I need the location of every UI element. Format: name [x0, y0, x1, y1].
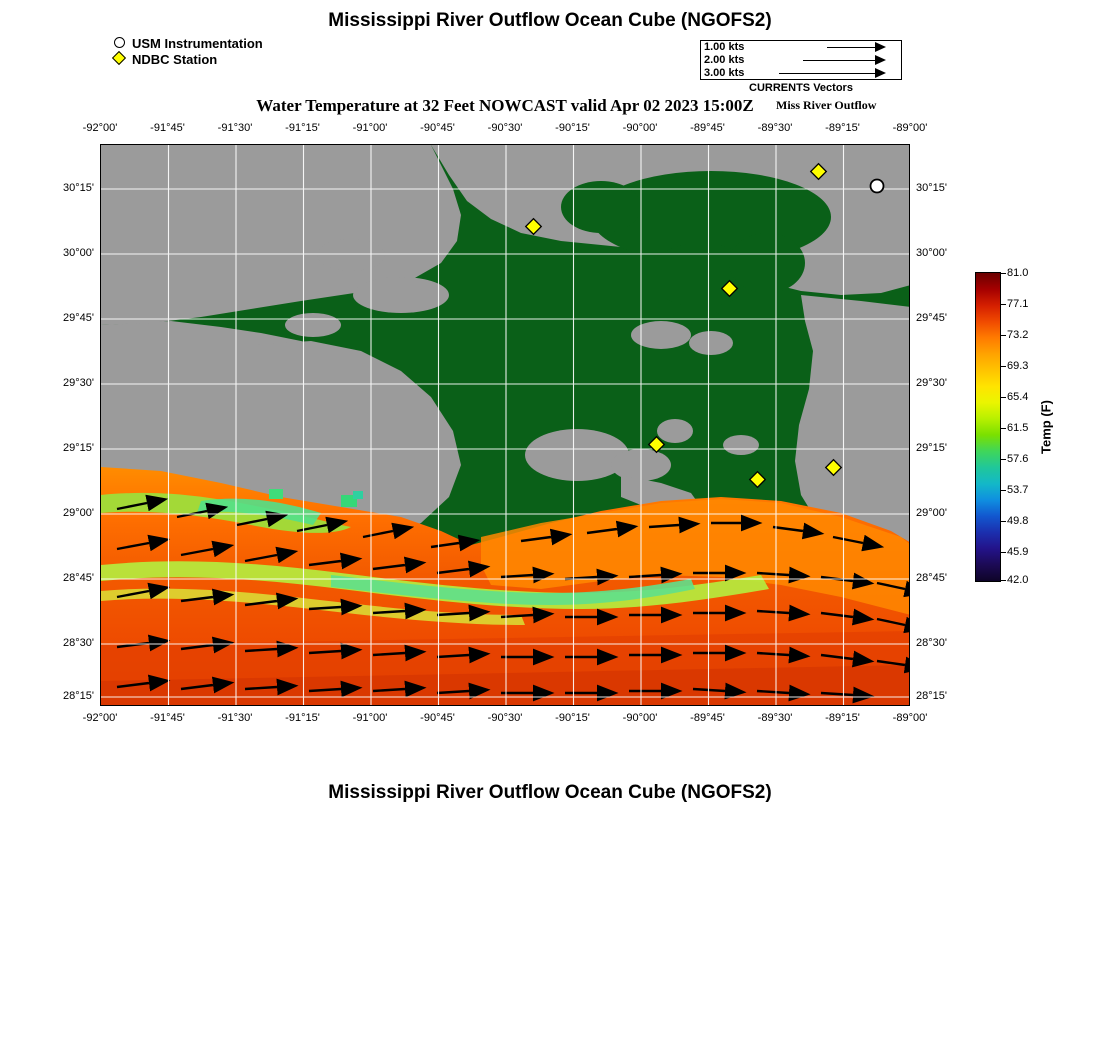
lon-tick-bottom-9: -89°45' [690, 712, 725, 724]
page-title: Mississippi River Outflow Ocean Cube (NGOFS2) [328, 10, 772, 31]
vector-shaft-2 [803, 60, 875, 61]
footer-title: Mississippi River Outflow Ocean Cube (NGOFS2) [328, 782, 772, 803]
diamond-marker-icon [112, 52, 130, 67]
lat-tick-left-8: 28°15' [63, 690, 94, 702]
colorbar-tick-3: 69.3 [1007, 360, 1029, 372]
legend-item-usm [112, 36, 263, 51]
vector-key-label-1: 1.00 kts [704, 41, 745, 53]
lat-tick-left-6: 28°45' [63, 572, 94, 584]
lon-tick-bottom-4: -91°00' [352, 712, 388, 724]
lat-tick-right-8: 28°15' [916, 690, 947, 702]
colorbar [975, 272, 1001, 582]
lon-tick-bottom-6: -90°30' [487, 712, 523, 724]
lon-tick-bottom-0: -92°00' [82, 712, 118, 724]
lat-tick-left-2: 29°45' [63, 312, 94, 324]
colorbar-axis-label: Temp (F) [1038, 400, 1054, 454]
lat-tick-left-7: 28°30' [63, 637, 94, 649]
lon-tick-top-9: -89°45' [690, 122, 725, 134]
outflow-annotation: Miss River Outflow [776, 98, 877, 112]
legend-item-usm-label: USM Instrumentation [132, 36, 263, 51]
lon-tick-top-7: -90°15' [555, 122, 590, 134]
lat-tick-right-2: 29°45' [916, 312, 947, 324]
chart-subtitle: Water Temperature at 32 Feet NOWCAST valid Apr 02 2023 15:00Z [256, 96, 754, 115]
lon-tick-bottom-8: -90°00' [622, 712, 658, 724]
colorbar-tick-1: 77.1 [1007, 298, 1029, 310]
lat-tick-left-3: 29°30' [63, 377, 94, 389]
lon-tick-bottom-1: -91°45' [150, 712, 185, 724]
lon-tick-top-10: -89°30' [757, 122, 793, 134]
lon-tick-top-2: -91°30' [217, 122, 253, 134]
vector-key-label-2: 2.00 kts [704, 54, 745, 66]
currents-vector-caption: CURRENTS Vectors [749, 82, 853, 94]
lon-tick-top-3: -91°15' [285, 122, 320, 134]
colorbar-tick-5: 61.5 [1007, 422, 1029, 434]
colorbar-tick-8: 49.8 [1007, 515, 1029, 527]
lon-tick-top-4: -91°00' [352, 122, 388, 134]
lat-tick-right-3: 29°30' [916, 377, 947, 389]
lat-tick-right-4: 29°15' [916, 442, 947, 454]
lon-tick-bottom-10: -89°30' [757, 712, 793, 724]
colorbar-tick-6: 57.6 [1007, 453, 1029, 465]
vector-key-label-3: 3.00 kts [704, 67, 745, 79]
lat-tick-right-0: 30°15' [916, 182, 947, 194]
marker-legend [112, 36, 263, 68]
colorbar-tick-10: 42.0 [1007, 574, 1029, 586]
vector-arrowhead-3 [875, 68, 886, 78]
legend-item-ndbc-label: NDBC Station [132, 52, 218, 67]
vector-shaft-1 [827, 47, 875, 48]
colorbar-tick-9: 45.9 [1007, 546, 1029, 558]
legend-item-ndbc [112, 52, 263, 67]
lat-tick-right-6: 28°45' [916, 572, 947, 584]
colorbar-tick-0: 81.0 [1007, 267, 1029, 279]
colorbar-gradient [976, 273, 1000, 581]
map-canvas[interactable] [100, 144, 910, 706]
lat-tick-left-4: 29°15' [63, 442, 94, 454]
vector-key-row-3 [701, 67, 901, 80]
lat-tick-left-5: 29°00' [63, 507, 94, 519]
vector-key-row-2 [701, 54, 901, 67]
lat-tick-left-1: 30°00' [63, 247, 94, 259]
lon-tick-top-0: -92°00' [82, 122, 118, 134]
lon-tick-top-6: -90°30' [487, 122, 523, 134]
colorbar-tick-7: 53.7 [1007, 484, 1029, 496]
vector-shaft-3 [779, 73, 875, 74]
colorbar-tick-2: 73.2 [1007, 329, 1029, 341]
lon-tick-bottom-12: -89°00' [892, 712, 928, 724]
lon-tick-top-1: -91°45' [150, 122, 185, 134]
colorbar-tick-4: 65.4 [1007, 391, 1029, 403]
circle-marker-icon [112, 36, 130, 51]
lat-tick-right-5: 29°00' [916, 507, 947, 519]
lat-tick-left-0: 30°15' [63, 182, 94, 194]
lat-tick-right-1: 30°00' [916, 247, 947, 259]
lon-tick-bottom-11: -89°15' [825, 712, 860, 724]
vector-arrowhead-1 [875, 42, 886, 52]
lon-tick-bottom-7: -90°15' [555, 712, 590, 724]
vector-key-row-1 [701, 41, 901, 54]
lon-tick-top-11: -89°15' [825, 122, 860, 134]
lon-tick-top-5: -90°45' [420, 122, 455, 134]
lat-tick-right-7: 28°30' [916, 637, 947, 649]
lon-tick-bottom-2: -91°30' [217, 712, 253, 724]
vector-arrowhead-2 [875, 55, 886, 65]
currents-vector-key [700, 40, 902, 80]
lon-tick-top-8: -90°00' [622, 122, 658, 134]
lon-tick-bottom-3: -91°15' [285, 712, 320, 724]
lon-tick-bottom-5: -90°45' [420, 712, 455, 724]
lon-tick-top-12: -89°00' [892, 122, 928, 134]
